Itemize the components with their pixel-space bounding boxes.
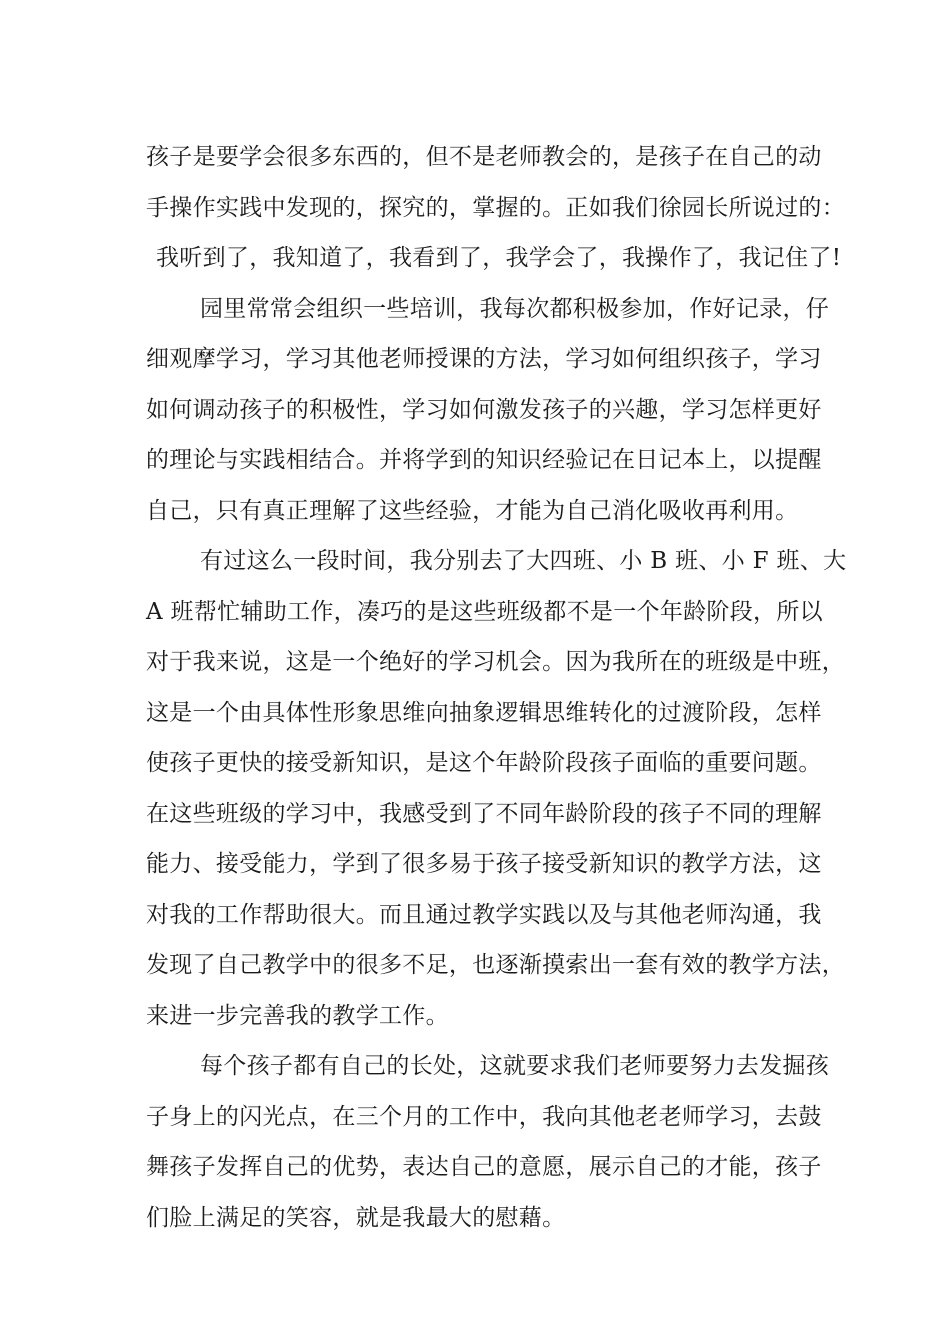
paragraph-line: 子身上的闪光点，在三个月的工作中，我向其他老老师学习，去鼓 (146, 1103, 822, 1130)
paragraph-line: A 班帮忙辅助工作，凑巧的是这些班级都不是一个年龄阶段，所以 (146, 598, 823, 625)
paragraph-line: 自己，只有真正理解了这些经验，才能为自己消化吸收再利用。 (146, 497, 799, 524)
paragraph-line: 这是一个由具体性形象思维向抽象逻辑思维转化的过渡阶段，怎样 (146, 699, 822, 726)
paragraph-line: 如何调动孩子的积极性，学习如何激发孩子的兴趣，学习怎样更好 (146, 396, 822, 423)
paragraph-1 (146, 132, 845, 284)
paragraph-line: 对我的工作帮助很大。而且通过教学实践以及与其他老师沟通，我 (146, 901, 822, 928)
paragraph-4 (146, 1041, 830, 1243)
paragraph-line: 使孩子更快的接受新知识，是这个年龄阶段孩子面临的重要问题。 (146, 750, 822, 776)
paragraph-line: 细观摩学习，学习其他老师授课的方法，学习如何组织孩子，学习 (146, 346, 822, 372)
paragraph-line: 对于我来说，这是一个绝好的学习机会。因为我所在的班级是中班， (146, 649, 845, 675)
paragraph-line: 发现了自己教学中的很多不足，也逐渐摸索出一套有效的教学方法， (146, 952, 845, 978)
paragraph-2 (146, 284, 830, 537)
paragraph-line: 能力、接受能力，学到了很多易于孩子接受新知识的教学方法，这 (146, 851, 822, 877)
paragraph-line: 有过这么一段时间，我分别去了大四班、小 B 班、小 F 班、大 (200, 548, 847, 574)
paragraph-line: 每个孩子都有自己的长处，这就要求我们老师要努力去发掘孩 (200, 1053, 830, 1079)
paragraph-line: 手操作实践中发现的，探究的，掌握的。正如我们徐园长所说过的： (146, 194, 845, 221)
paragraph-line: 园里常常会组织一些培训，我每次都积极参加，作好记录，仔 (200, 295, 830, 322)
paragraph-line: 来进一步完善我的教学工作。 (146, 1002, 449, 1029)
paragraph-line: 们脸上满足的笑容，就是我最大的慰藉。 (146, 1204, 566, 1231)
paragraph-3 (146, 536, 847, 1041)
paragraph-line: 我听到了，我知道了，我看到了，我学会了，我操作了，我记住了! (156, 245, 842, 271)
paragraph-line: 在这些班级的学习中，我感受到了不同年龄阶段的孩子不同的理解 (146, 800, 822, 827)
paragraph-line: 孩子是要学会很多东西的，但不是老师教会的，是孩子在自己的动 (146, 144, 822, 170)
paragraph-line: 舞孩子发挥自己的优势，表达自己的意愿，展示自己的才能，孩子 (146, 1154, 822, 1180)
paragraph-line: 的理论与实践相结合。并将学到的知识经验记在日记本上，以提醒 (146, 447, 822, 473)
document-body (146, 132, 847, 1243)
